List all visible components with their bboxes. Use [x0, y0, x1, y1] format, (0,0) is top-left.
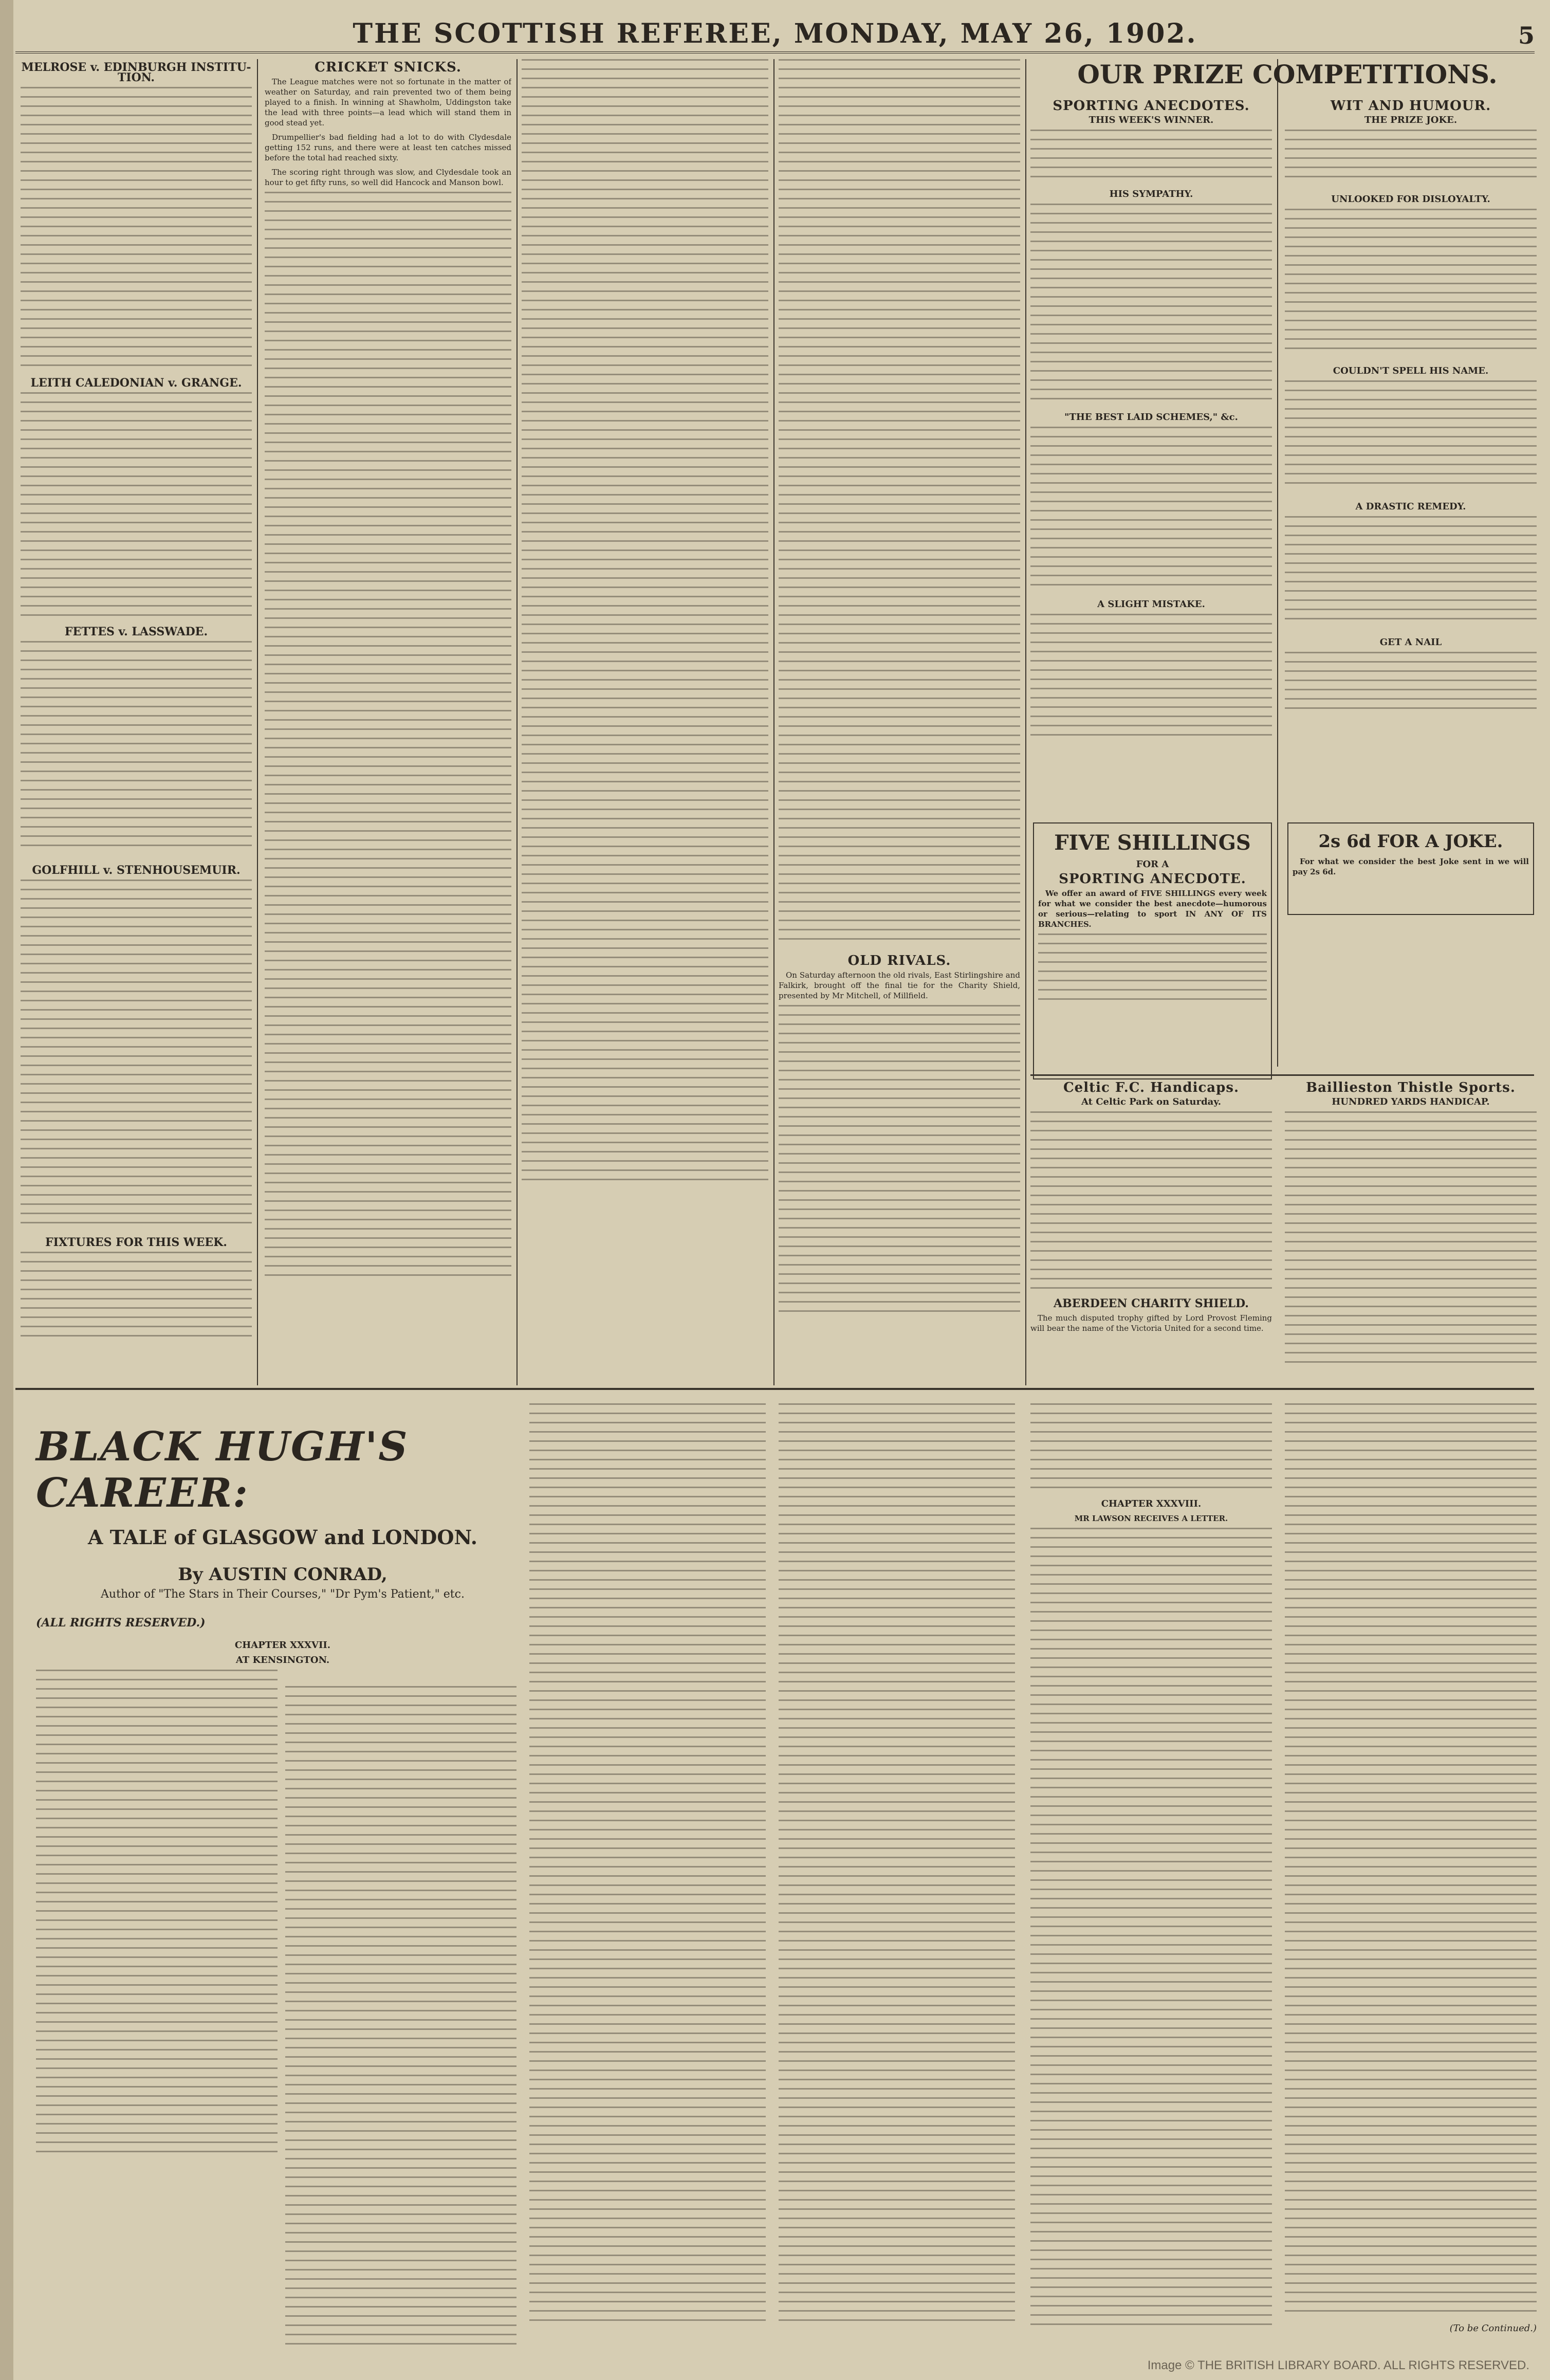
column-rule [773, 59, 774, 1385]
fettes-heading: FETTES v. LASSWADE. [64, 625, 208, 638]
five-shillings-terms: We offer an award of FIVE SHILLINGS every week for what we consider the best anecdote—humorous or serious—relating to sport IN ANY OF ITS BRANCHES. [1038, 889, 1267, 929]
sympathy-text [1030, 204, 1272, 409]
serial-text [1030, 1403, 1272, 1496]
news-text [779, 59, 1020, 948]
news-column [779, 59, 1020, 1385]
prize-joke-heading: THE PRIZE JOKE. [1364, 115, 1457, 125]
serial-text-col3 [529, 1403, 766, 2354]
baillieston-heading: Baillieston Thistle Sports. [1306, 1080, 1516, 1095]
old-rivals-heading: OLD RIVALS. [847, 953, 951, 968]
sporting-anecdotes-heading: SPORTING ANECDOTES. [1053, 98, 1250, 114]
melrose-scorecard [21, 87, 252, 375]
fettes-scorecard [21, 641, 252, 862]
prize-joke-text [1285, 130, 1537, 191]
serial-subtitle: A TALE of GLASGOW and LONDON. [88, 1526, 477, 1549]
page-number: 5 [1518, 22, 1535, 49]
serial-author-works: Author of "The Stars in Their Courses," "Dr Pym's Patient," etc. [101, 1588, 465, 1601]
copyright-footer: Image © THE BRITISH LIBRARY BOARD. ALL RIGHTS RESERVED. [1147, 2358, 1529, 2372]
prize-banner [1030, 59, 1544, 90]
column-rule [257, 59, 258, 1385]
best-laid-schemes-heading: "THE BEST LAID SCHEMES," &c. [1064, 412, 1238, 423]
wit-humour-heading: WIT AND HUMOUR. [1330, 98, 1491, 114]
column-rule [516, 59, 518, 1385]
to-be-continued: (To be Continued.) [1449, 2323, 1537, 2334]
baillieston-subheading: HUNDRED YARDS HANDICAP. [1332, 1096, 1490, 1107]
cricket-continued-text [522, 59, 768, 1190]
serial-title: BLACK HUGH'S CAREER: [36, 1423, 409, 1516]
serial-col5 [1030, 1403, 1272, 2359]
cricket-paragraph: Drumpellier's bad fielding had a lot to do with Clydesdale getting 152 runs, and there were at least ten catches missed before the total had reached sixty. [265, 133, 511, 162]
column-rule [1277, 59, 1278, 1067]
couldnt-spell-heading: COULDN'T SPELL HIS NAME. [1333, 365, 1489, 376]
masthead-title: THE SCOTTISH REFEREE, MONDAY, MAY 26, 1902. [353, 17, 1197, 49]
serial-author: By AUSTIN CONRAD, [178, 1564, 387, 1585]
old-rivals-paragraph: On Saturday afternoon the old rivals, East Stirlingshire and Falkirk, brought off the final tie for the Charity Shield, presented by Mr Mitchell, of Millfield. [779, 971, 1020, 1000]
five-shillings-text [1038, 933, 1267, 1016]
serial-text-col2 [285, 1686, 516, 2354]
cricket-continued-column [522, 59, 768, 1385]
aberdeen-heading: ABERDEEN CHARITY SHIELD. [1054, 1297, 1249, 1310]
serial-text [1285, 1403, 1537, 2323]
old-rivals-text [779, 1005, 1020, 1324]
slight-mistake-heading: A SLIGHT MISTAKE. [1097, 599, 1205, 610]
joke-box-terms: For what we consider the best Joke sent in we will pay 2s 6d. [1293, 857, 1529, 876]
drastic-remedy-heading: A DRASTIC REMEDY. [1355, 501, 1466, 512]
celtic-subheading: At Celtic Park on Saturday. [1081, 1096, 1221, 1107]
chapter-37-text [36, 1670, 278, 2163]
fixtures-list [21, 1252, 252, 1354]
celtic-heading: Celtic F.C. Handicaps. [1063, 1080, 1240, 1095]
cricket-heading: CRICKET SNICKS. [315, 60, 462, 75]
leith-heading: LEITH CALEDONIAN v. GRANGE. [30, 376, 242, 390]
chapter-37-subheading: AT KENSINGTON. [235, 1655, 330, 1665]
serial-col6 [1285, 1403, 1537, 2359]
chapter-38-text [1030, 1528, 1272, 2340]
unlooked-for-disloyalty-heading: UNLOOKED FOR DISLOYALTY. [1331, 194, 1490, 205]
chapter-37-heading: CHAPTER XXXVII. [234, 1640, 331, 1651]
rights-reserved: (ALL RIGHTS RESERVED.) [36, 1616, 206, 1630]
for-a-label: FOR A [1136, 859, 1169, 870]
baillieston-results [1285, 1111, 1537, 1368]
melrose-heading: MELROSE v. EDINBURGH INSTITU-TION. [21, 61, 251, 84]
golfhill-scorecard [21, 880, 252, 1234]
drastic-remedy-text [1285, 516, 1537, 634]
slight-mistake-text [1030, 614, 1272, 747]
aberdeen-charity-shield [1030, 1295, 1272, 1383]
prize-competitions-title: OUR PRIZE COMPETITIONS. [1077, 59, 1498, 89]
sporting-anecdote-heading: SPORTING ANECDOTE. [1059, 871, 1246, 887]
left-page-edge [0, 0, 13, 2380]
sporting-anecdotes-column [1030, 98, 1272, 817]
chapter-38-heading: CHAPTER XXXVIII. [1101, 1498, 1202, 1509]
disloyalty-text [1285, 209, 1537, 363]
section-rule [15, 1388, 1534, 1390]
cricket-column [265, 59, 511, 1385]
get-a-nail-heading: GET A NAIL [1379, 637, 1442, 648]
couldnt-spell-text [1285, 380, 1537, 499]
joke-box-heading: 2s 6d FOR A JOKE. [1318, 831, 1503, 852]
schemes-text [1030, 427, 1272, 596]
five-shillings-heading: FIVE SHILLINGS [1054, 831, 1251, 855]
serial-text-col4 [779, 1403, 1015, 2354]
winner-text [1030, 130, 1272, 186]
joke-box [1287, 822, 1534, 915]
scores-column [21, 59, 252, 1385]
fixtures-heading: FIXTURES FOR THIS WEEK. [45, 1236, 227, 1249]
masthead [15, 15, 1535, 53]
five-shillings-box [1033, 822, 1272, 1079]
cricket-paragraph: The League matches were not so fortunate in the matter of weather on Saturday, and rain prevented two of them being played to a finish. In winning at Shawholm, Uddingston take the lead with three points—a lead which will stand them in good stead yet. [265, 77, 511, 127]
aberdeen-paragraph: The much disputed trophy gifted by Lord Provost Fleming will bear the name of the Victoria United for a second time. [1030, 1313, 1272, 1333]
wit-humour-column [1285, 98, 1537, 817]
column-rule [1025, 59, 1026, 1385]
chapter-38-subheading: MR LAWSON RECEIVES A LETTER. [1074, 1514, 1228, 1523]
golfhill-heading: GOLFHILL v. STENHOUSEMUIR. [32, 864, 241, 877]
cricket-body-text [265, 192, 511, 1374]
his-sympathy-heading: HIS SYMPATHY. [1109, 189, 1193, 199]
weeks-winner-heading: THIS WEEK'S WINNER. [1088, 115, 1214, 125]
leith-scorecard [21, 392, 252, 624]
baillieston-sports [1285, 1079, 1537, 1383]
section-rule [1030, 1074, 1534, 1076]
get-a-nail-text [1285, 652, 1537, 719]
cricket-paragraph: The scoring right through was slow, and Clydesdale took an hour to get fifty runs, so well did Hancock and Manson bowl. [265, 168, 511, 187]
